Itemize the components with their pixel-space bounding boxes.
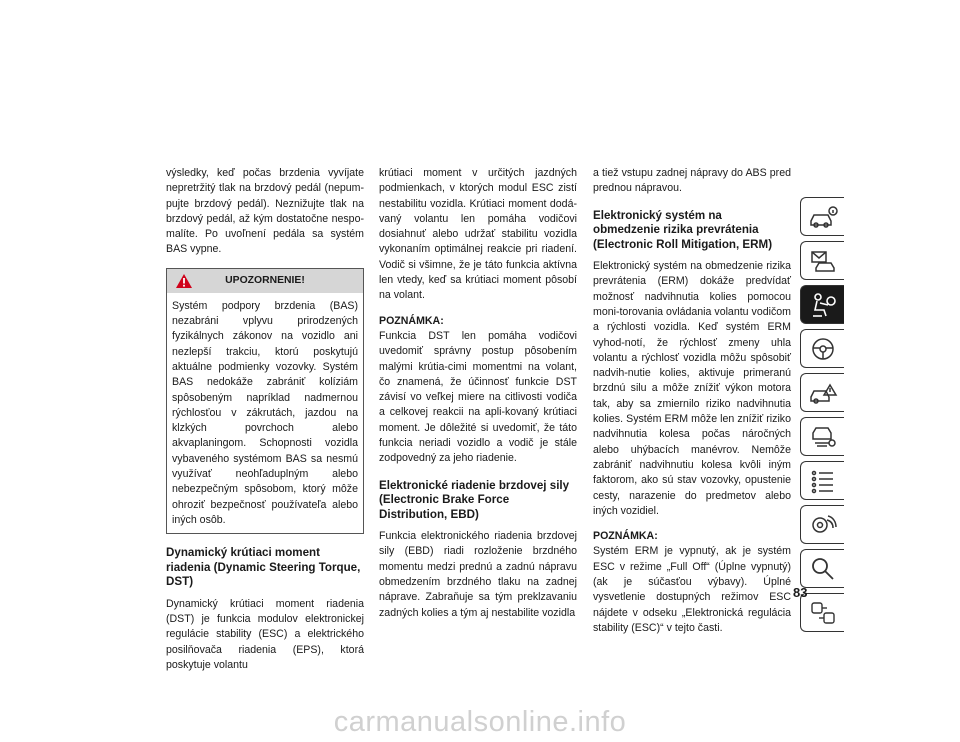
section-heading: Elektronické riadenie brzdovej sily (Electronic Brake Force Distribution, EBD): [379, 478, 570, 521]
chapter-tabs: [800, 197, 844, 637]
warning-box: [166, 268, 364, 534]
car-settings-icon: [809, 512, 837, 538]
warning-title: UPOZORNENIE!: [225, 274, 305, 286]
section-heading: Dynamický krútiaci moment riadenia (Dynamic Steering Torque, DST): [166, 546, 361, 589]
chapter-tab-driving[interactable]: [800, 329, 844, 368]
paragraph: Dynamický krútiaci moment riadenia (DST) je funkcia modulov elektronickej regulácie stability (ESC) a elektrického posilňovača riadenia (EPS), ktorá poskytuje volantu: [166, 597, 364, 671]
chapter-tab-car-mail[interactable]: [800, 241, 844, 280]
car-mail-icon: [808, 249, 838, 273]
note-title: POZNÁMKA:: [593, 530, 658, 543]
chapter-tab-specifications[interactable]: [800, 461, 844, 500]
car-info-icon: [808, 205, 838, 229]
column-1: [166, 166, 364, 683]
chapter-tab-multimedia[interactable]: [800, 505, 844, 544]
column-3: [593, 166, 791, 646]
airbag-seat-icon: [808, 292, 838, 318]
note-text: Systém ERM je vypnutý, ak je systém ESC v režime „Full Off“ (Úplne vypnutý) (ak je súčasťou výbavy). Úplné vysvetlenie dostupných režimov ESC nájdete v odseku „Elektronická regulácia stability (ESC)“ v tejto časti.: [593, 545, 791, 634]
warning-triangle-icon: [175, 273, 193, 289]
warning-header: [167, 269, 363, 293]
paragraph: výsledky, keď počas brzdenia vyvíjate nepretržitý tlak na brzdový pedál (nepum-pujte brzdový pedál). Neznižujte tlak na brzdový pedál, až kým dostatočne nespo-malíte. Po uvoľnení pedála sa systém BAS vypne.: [166, 167, 364, 256]
car-warning-icon: [808, 381, 838, 405]
watermark-text: carmanualsonline.info: [333, 706, 627, 738]
chapter-tab-index[interactable]: [800, 549, 844, 588]
section-heading: Elektronický systém na obmedzenie rizika prevrátenia (Electronic Roll Mitigation, ERM): [593, 208, 773, 251]
note-title: POZNÁMKA:: [379, 314, 444, 327]
multi-language-icon: [809, 600, 837, 626]
specifications-list-icon: [809, 468, 837, 494]
chapter-tab-emergency[interactable]: [800, 373, 844, 412]
car-service-icon: [808, 425, 838, 449]
column-2: [379, 166, 577, 631]
magnifier-icon: [809, 556, 837, 582]
warning-text: Systém podpory brzdenia (BAS) nezabráni vplyvu prirodzených fyzikálnych zákonov na vozidlo ani nezlepší trakciu, ktorú poskytujú aktuálne podmienky vozovky. Systém BAS nedokáže zabrániť kolíziám spôsobeným napríklad nadmernou rýchlosťou v zákrutách, jazdou na klzkých povrchoch alebo akvaplaningom. Schopnosti vozidla vybaveného systémom BAS sa nesmú využívať neohľaduplným alebo nebezpečným spôsobom, ktorý môže ohroziť bezpečnosť používateľa alebo iných osôb.: [172, 299, 358, 526]
steering-wheel-icon: [809, 336, 837, 362]
paragraph: Funkcia elektronického riadenia brzdovej sily (EBD) riadi rozloženie brzdného momentu medzi prednú a zadnú nápravu obmedzením brzdného tlaku na zadnej náprave. Zabraňuje sa tým preklzavaniu zadných kolies a tým aj nestabilite vozidla: [379, 530, 577, 619]
chapter-tab-service[interactable]: [800, 417, 844, 456]
chapter-tab-safety[interactable]: [800, 285, 844, 324]
page-number: 83: [793, 585, 808, 600]
paragraph: a tiež vstupu zadnej nápravy do ABS pred prednou nápravou.: [593, 167, 791, 195]
paragraph: Elektronický systém na obmedzenie rizika prevrátenia (ERM) dokáže predvídať možnosť nadvihnutia kolies pomocou moni-torovania ovládania volantu vodičom a rýchlosti vozidla. Keď systém ERM vyhod-notí, že rýchlosť zmeny uhla volantu a rýchlosť vozidla môžu spôsobiť nadvih-nutie kolies, aktivuje primeranú brzdnú silu a môže znížiť výkon motora tak, aby sa zmiernilo riziko nadvihnutia kolies. Systém ERM môže len znížiť riziko nadvihnutia kolesa počas náročných alebo uhýbacích manévrov. Nemôže zabrániť nadvihnutiu kolesa kvôli iným faktorom, ako sú stav vozovky, opustenie cesty, narazenie do predmetov alebo iných vozidiel.: [593, 260, 791, 517]
chapter-tab-car-info[interactable]: [800, 197, 844, 236]
note-text: Funkcia DST len pomáha vodičovi uvedomiť správny postup pôsobením malými krútia-cimi momentmi na volant, čo znamená, že účinnosť funkcie DST závisí vo veľkej miere na citlivosti vodiča a celkovej reakcii na apli-kovaný krútiaci moment. Je dôležité si uvedomiť, že táto funkcia neriadi vozidlo a vodič je stále zodpovedný za jeho riadenie.: [379, 329, 577, 465]
paragraph: krútiaci moment v určitých jazdných podmienkach, v ktorých modul ESC zistí nestabilitu vozidla. Krútiaci moment dodá-vaný volantu len pomáha vodičovi dosiahnuť alebo udržať stabilitu vozidla vykonaním optimálnej reakcie pri riadení. Vodič si všimne, že je táto funkcia aktívna len vtedy, keď sa krútiaci moment pôsobí na volant.: [379, 167, 577, 302]
